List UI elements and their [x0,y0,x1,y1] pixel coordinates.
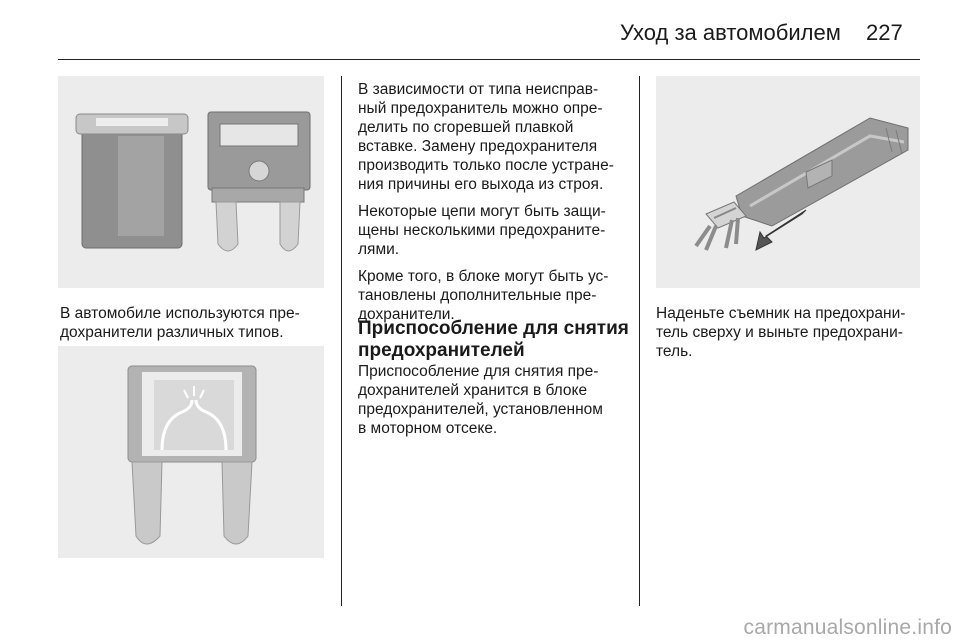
caption-line: дохранители различных типов. [60,324,284,341]
blown-fuse-illustration [58,346,324,558]
caption-line: В автомобиле используются пре- [60,305,300,322]
page-number: 227 [866,20,903,45]
paragraph-4: Приспособление для снятия пре- дохранителей хранится в блоке предохранителей, установленном в моторном отсеке. [358,363,603,437]
column-divider-1 [341,76,342,606]
fuse-types-illustration [58,76,324,288]
column-divider-2 [639,76,640,606]
watermark-text: carmanualsonline.info [743,616,952,639]
header-rule [58,59,920,60]
section-heading: Приспособление для снятия предохранителей [358,318,629,361]
paragraph-3: Кроме того, в блоке могут быть ус- тановлены дополнительные пре- дохранители. [358,268,609,323]
paragraph-1: В зависимости от типа неисправ- ный предохранитель можно опре- делить по сгоревшей плавкой вставке. Замену предохранителя производить только после устране- ния причины его выхода из строя. [358,81,614,193]
column-2-text [358,80,630,332]
fuse-puller-figure [656,76,920,288]
fuse-types-figure [58,76,324,288]
fuse-puller-illustration [656,76,920,288]
blown-fuse-figure [58,346,324,558]
page-header-title: Уход за автомобилем [620,20,841,45]
fuse-types-caption [60,304,332,342]
fuse-puller-caption: Наденьте съемник на предохрани- тель сверху и выньте предохрани- тель. [656,305,906,360]
paragraph-2: Некоторые цепи могут быть защи- щены несколькими предохраните- лями. [358,203,606,258]
